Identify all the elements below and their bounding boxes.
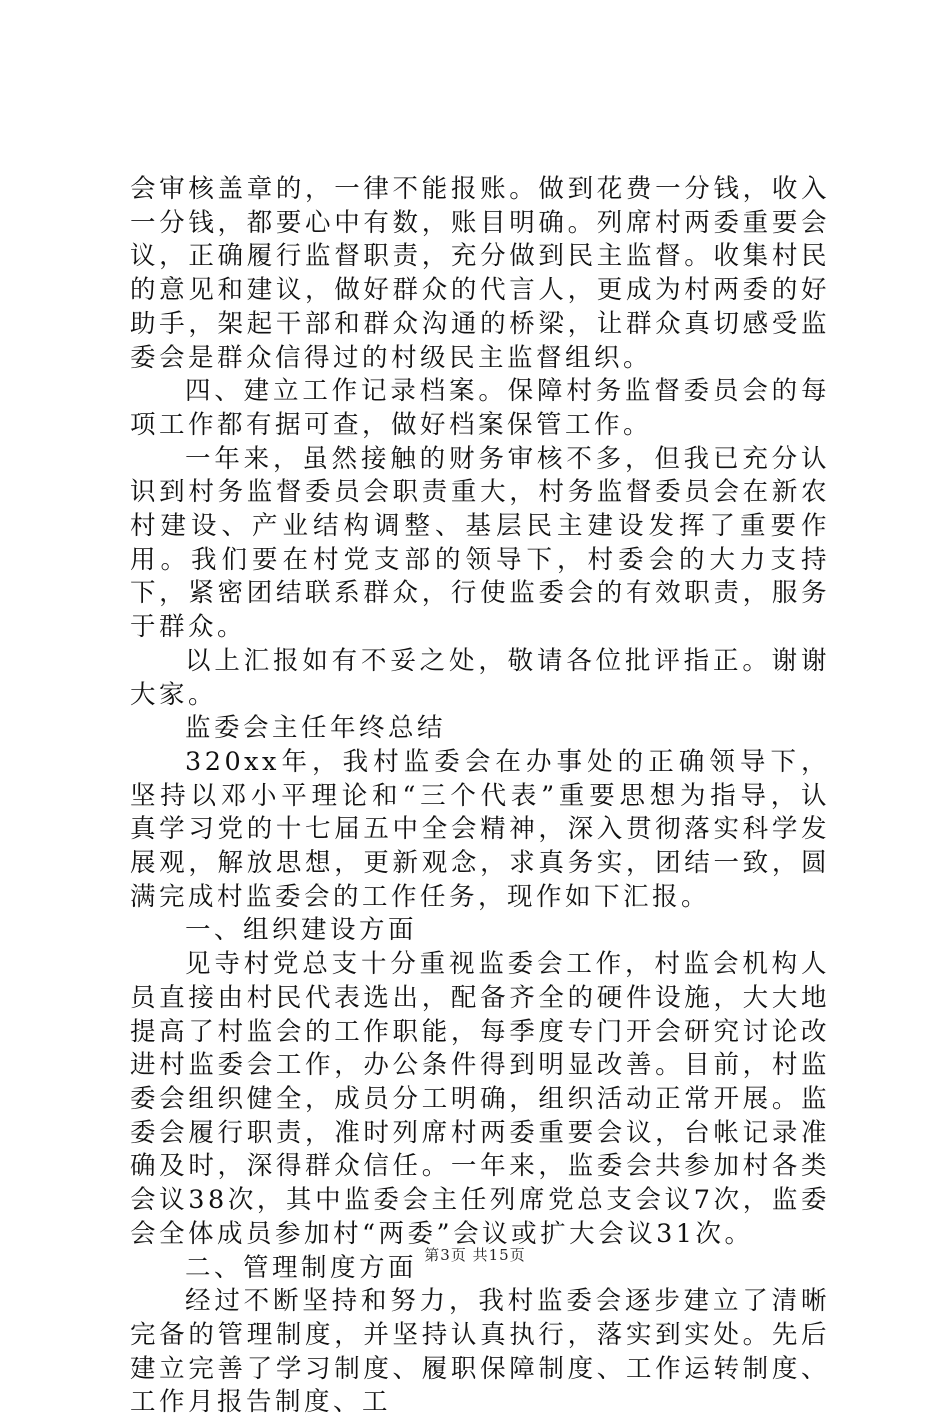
- paragraph: 320xx年，我村监委会在办事处的正确领导下，坚持以邓小平理论和“三个代表”重要思想为指导，认真学习党的十七届五中全会精神，深入贯彻落实科学发展观，解放思想，更新观念，求真务实，团结一致，圆满完成村监委会的工作任务，现作如下汇报。: [130, 746, 830, 912]
- paragraph: 经过不断坚持和努力，我村监委会逐步建立了清晰完备的管理制度，并坚持认真执行，落实到实处。先后建立完善了学习制度、履职保障制度、工作运转制度、工作月报告制度、工: [130, 1286, 830, 1418]
- page-number-footer: 第3页 共15页: [424, 1246, 526, 1264]
- section-heading: 二、管理制度方面: [185, 1252, 418, 1283]
- paragraph: 四、建立工作记录档案。保障村务监督委员会的每项工作都有据可查，做好档案保管工作。: [130, 376, 830, 440]
- paragraph: 一年来，虽然接触的财务审核不多，但我已充分认识到村务监督委员会职责重大，村务监督委员会在新农村建设、产业结构调整、基层民主建设发挥了重要作用。我们要在村党支部的领导下，村委会的大力支持下，紧密团结联系群众，行使监委会的有效职责，服务于群众。: [130, 443, 830, 643]
- paragraph: 以上汇报如有不妥之处，敬请各位批评指正。谢谢大家。: [130, 645, 830, 710]
- paragraph: 会审核盖章的，一律不能报账。做到花费一分钱，收入一分钱，都要心中有数，账目明确。列席村两委重要会议，正确履行监督职责，充分做到民主监督。收集村民的意见和建议，做好群众的代言人，更成为村两委的好助手，架起干部和群众沟通的桥梁，让群众真切感受监委会是群众信得过的村级民主监督组织。: [130, 174, 830, 373]
- section-heading: 监委会主任年终总结: [185, 713, 447, 744]
- section-heading: 一、组织建设方面: [185, 915, 418, 946]
- paragraph: 见寺村党总支十分重视监委会工作，村监会机构人员直接由村民代表选出，配备齐全的硬件设施，大大地提高了村监会的工作职能，每季度专门开会研究讨论改进村监委会工作，办公条件得到明显改善。目前，村监委会组织健全，成员分工明确，组织活动正常开展。监委会履行职责，准时列席村两委重要会议，台帐记录准确及时，深得群众信任。一年来，监委会共参加村各类会议38次，其中监委会主任列席党总支会议7次，监委会全体成员参加村“两委”会议或扩大会议31次。: [130, 949, 830, 1249]
- document-body: [130, 173, 830, 1420]
